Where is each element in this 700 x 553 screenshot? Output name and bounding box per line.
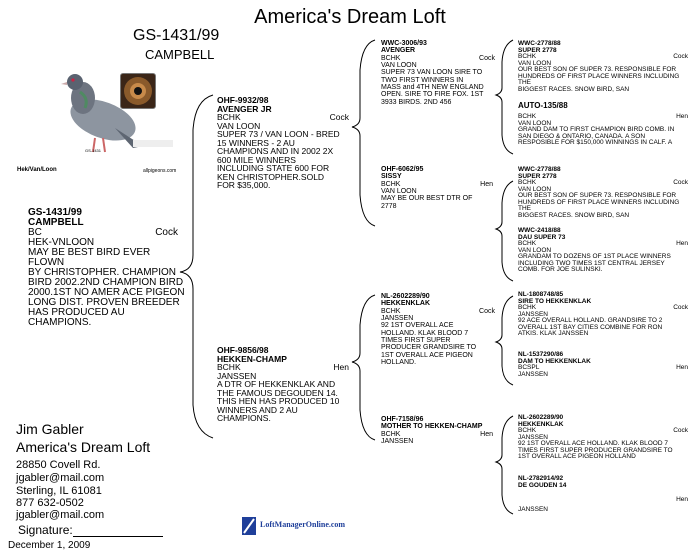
ddd-band: NL-2782914/92 [518, 475, 564, 482]
subject-line: LONG DIST. PROVEN BREEDER [28, 297, 180, 308]
signature-line [73, 525, 163, 537]
ss-bird [381, 40, 499, 106]
sire-line: INCLUDING STATE 600 FOR [217, 163, 330, 173]
dam-sex: Hen [333, 362, 349, 372]
dam-name: HEKKEN-CHAMP [217, 353, 287, 364]
ds-name: HEKKENKLAK [381, 300, 430, 308]
ssd-line: VAN LOON [518, 119, 552, 127]
loftmanager-logo [240, 513, 346, 539]
ssd-sex: Hen [676, 113, 688, 120]
ddd-name: DE GOUDEN 14 [518, 481, 567, 489]
page-title: America's Dream Loft [254, 6, 446, 28]
eye-image [120, 73, 156, 109]
sss-line: BIGGEST RACES. SNOW BIRD, SAN [518, 85, 630, 93]
sds-band: WWC-2778/88 [518, 166, 561, 173]
ss-line: 3933 BIRDS. 2ND 456 [381, 98, 452, 106]
ss-line: SUPER 73 VAN LOON SIRE TO [381, 69, 483, 77]
ds-line: PRODUCER GRANDSIRE TO [381, 344, 477, 352]
dds-line: 1ST OVERALL ACE PIGEON HOLLAND [518, 453, 636, 460]
dss-bird [518, 292, 692, 338]
ddd-sex: Hen [676, 496, 688, 503]
dsd-sex: Hen [676, 364, 688, 371]
dsd-line: JANSSEN [518, 370, 548, 378]
sd-band: OHF-6062/95 [381, 166, 424, 173]
dss-sex: Cock [673, 304, 688, 311]
sdd-band: WWC-2418/88 [518, 227, 561, 234]
sdd-sex: Hen [676, 240, 688, 247]
ss-line: OPEN. SIRE TO FIRE FOX. 1ST [381, 91, 484, 99]
sire-color: BCHK [217, 112, 241, 122]
ds-color: BCHK [381, 307, 401, 315]
subject-line: HEK-VNLOON [28, 237, 95, 248]
ds-band: NL-2602289/90 [381, 293, 430, 300]
dam-line: WINNERS AND 2 AU [217, 404, 298, 415]
sss-color: BCHK [518, 53, 537, 60]
sd-line: MAY BE OUR BEST DTR OF [381, 195, 473, 203]
sire-sex: Cock [329, 112, 349, 122]
sire-name: AVENGER JR [217, 103, 272, 114]
sd-sex: Hen [480, 180, 493, 188]
photo-tag: GS-1431 [85, 148, 102, 153]
subject-line: BIRD 2002.2ND CHAMPION BIRD [28, 277, 184, 288]
sdd-line: COMB. FOR JOE SULINSKI. [518, 266, 603, 273]
sss-line: THE [518, 79, 531, 86]
sire-line: SUPER 73 / VAN LOON - BRED [217, 129, 340, 139]
sss-name: SUPER 2778 [518, 46, 557, 54]
sds-line: THE [518, 205, 531, 212]
sdd-line: GRANDAM TO DOZENS OF 1ST PLACE WINNERS [518, 253, 671, 260]
sd-bird [381, 166, 499, 210]
dss-line: ATKIS. KLAK JANSSEN [518, 330, 589, 337]
sd-name: SISSY [381, 173, 402, 181]
subject-band: GS-1431/99 [28, 207, 82, 218]
ss-band: WWC-3006/93 [381, 40, 427, 47]
ss-sex: Cock [479, 54, 495, 62]
dds-bird [518, 415, 692, 461]
sds-sex: Cock [673, 179, 688, 186]
ds-sex: Cock [479, 307, 495, 315]
sss-line: HUNDREDS OF FIRST PLACE WINNERS INCLUDING [518, 72, 680, 80]
owner-phone: 877 632-0502 [16, 497, 84, 509]
sdd-line: INCLUDING TWO TIMES 1ST CENTRAL JERSEY [518, 259, 665, 267]
subject-line: 2000.1ST NO AMER ACE PIGEON [28, 287, 185, 298]
sss-band: WWC-2778/88 [518, 40, 561, 47]
dd-name: MOTHER TO HEKKEN-CHAMP [381, 423, 483, 431]
main-bird-name: CAMPBELL [145, 47, 215, 62]
print-date: December 1, 2009 [8, 540, 91, 551]
dds-line: JANSSEN [518, 433, 548, 441]
dss-line: JANSSEN [518, 310, 548, 318]
sds-line: HUNDREDS OF FIRST PLACE WINNERS INCLUDING [518, 198, 680, 206]
sdd-line: VAN LOON [518, 246, 552, 254]
ss-color: BCHK [381, 54, 401, 62]
ssd-line: SAN DIEGO & ONTARIO, CANADA. A SON [518, 132, 646, 140]
dd-band: OHF-7158/96 [381, 416, 424, 423]
dd-bird [381, 416, 499, 445]
photo-caption: Hek/Van/Loon [17, 167, 57, 173]
owner-email-2: jgabler@mail.com [16, 509, 105, 521]
dam-line: THE FAMOUS DEGOUDEN 14. [217, 387, 338, 398]
ds-line: JANSSEN [381, 315, 414, 323]
subject-line: BY CHRISTOPHER. CHAMPION [28, 267, 176, 278]
dss-line: OVERALL 1ST BAY CITIES COMBINE FOR RON [518, 323, 663, 331]
dss-color: BCHK [518, 304, 537, 311]
sire-line: CHAMPIONS AND IN 2002 2X [217, 146, 334, 156]
dss-name: SIRE TO HEKKENKLAK [518, 297, 592, 305]
ss-name: AVENGER [381, 47, 416, 55]
eye-icon [121, 74, 155, 108]
subject-line: MAY BE BEST BIRD EVER FLOWN [28, 247, 151, 268]
dds-sex: Cock [673, 427, 688, 434]
sss-line: VAN LOON [518, 59, 552, 67]
sd-line: 2778 [381, 202, 397, 210]
photo-site: allpigeons.com [143, 168, 177, 174]
dss-band: NL-1808748/85 [518, 291, 564, 298]
ds-line: 92 1ST OVERALL ACE [381, 322, 454, 330]
sss-line: OUR BEST SON OF SUPER 73. RESPONSIBLE FOR [518, 66, 677, 73]
owner-name: Jim Gabler [16, 421, 84, 437]
subject-color: BC [28, 227, 42, 238]
dsd-name: DAM TO HEKKENKLAK [518, 357, 591, 365]
dd-color: BCHK [381, 430, 401, 438]
dd-sex: Hen [480, 430, 493, 438]
dds-name: HEKKENKLAK [518, 420, 564, 428]
dsd-color: BCSPL [518, 364, 540, 371]
ddd-bird [518, 476, 692, 513]
owner-address: 28850 Covell Rd. [16, 459, 101, 471]
ds-line: HOLLAND. [381, 359, 417, 367]
sd-line: VAN LOON [381, 188, 417, 196]
dam-line: THIS HEN HAS PRODUCED 10 [217, 396, 340, 406]
sire-bird [217, 96, 355, 190]
logo-text: LoftManagerOnline.com [260, 520, 346, 529]
subject-bird [28, 208, 188, 328]
subject-sex: Cock [155, 227, 178, 238]
sds-line: OUR BEST SON OF SUPER 73. RESPONSIBLE FOR [518, 192, 677, 199]
dam-bird [217, 346, 355, 423]
ds-bird [381, 293, 499, 366]
sdd-name: DAU SUPER 73 [518, 233, 566, 241]
sire-line: KEN CHRISTOPHER.SOLD [217, 171, 325, 182]
ds-line: HOLLAND. KLAK BLOOD 7 [381, 329, 469, 337]
sds-line: VAN LOON [518, 185, 552, 193]
dds-line: TIMES FIRST SUPER PRODUCER GRANDSIRE TO [518, 446, 673, 454]
sds-color: BCHK [518, 179, 537, 186]
owner-city: Sterling, IL 61081 [16, 485, 102, 497]
sss-bird [518, 41, 692, 93]
sire-line: FOR $35,000. [217, 180, 271, 190]
signature-row [18, 523, 163, 537]
subject-line: HAS PRODUCED AU [28, 307, 125, 318]
sdd-bird [518, 228, 692, 274]
sd-color: BCHK [381, 180, 401, 188]
ssd-line: GRAND DAM TO FIRST CHAMPION BIRD COMB. IN [518, 126, 675, 133]
dam-band: OHF-9856/98 [217, 345, 269, 355]
sss-sex: Cock [673, 53, 688, 60]
dam-line: JANSSEN [217, 370, 257, 381]
dds-line: 92 1ST OVERALL ACE HOLLAND. KLAK BLOOD 7 [518, 440, 668, 447]
dds-band: NL-2602289/90 [518, 414, 564, 421]
sire-band: OHF-9932/98 [217, 95, 269, 105]
signature-label: Signature: [18, 523, 73, 537]
ssd-line: RESPOSIBLE FOR $150,000 WINNINGS IN CALF. A [518, 139, 673, 146]
dam-color: BCHK [217, 362, 241, 372]
sire-line: 600 MILE WINNERS [217, 154, 296, 165]
dds-color: BCHK [518, 427, 537, 434]
owner-email-1: jgabler@mail.com [16, 472, 105, 484]
sire-line: 15 WINNERS - 2 AU [217, 137, 295, 148]
main-band-number: GS-1431/99 [133, 27, 220, 44]
sire-line: VAN LOON [217, 120, 261, 131]
ss-line: VAN LOON [381, 62, 417, 70]
ss-line: TWO FIRST WINNERS IN [381, 76, 464, 84]
ss-line: MASS and 4TH NEW ENGLAND [381, 84, 484, 92]
dam-line: A DTR OF HEKKENKLAK AND [217, 379, 336, 389]
sds-line: BIGGEST RACES. SNOW BIRD, SAN [518, 211, 630, 219]
dsd-band: NL-1537290/86 [518, 351, 564, 358]
ssd-bird [518, 102, 692, 147]
ddd-line: JANSSEN [518, 505, 548, 513]
sdd-color: BCHK [518, 240, 537, 247]
dss-line: 92 ACE OVERALL HOLLAND. GRANDSIRE TO 2 [518, 317, 663, 324]
ds-line: TIMES FIRST SUPER [381, 337, 451, 345]
subject-line: CHAMPIONS. [28, 317, 92, 328]
ssd-band: AUTO-135/88 [518, 101, 568, 110]
dam-line: CHAMPIONS. [217, 413, 271, 423]
dsd-bird [518, 352, 692, 378]
dd-line: JANSSEN [381, 438, 414, 446]
owner-loft: America's Dream Loft [16, 439, 151, 455]
subject-name: CAMPBELL [28, 217, 84, 228]
sds-name: SUPER 2778 [518, 172, 557, 180]
ssd-color: BCHK [518, 113, 537, 120]
ds-line: 1ST OVERALL ACE PIGEON [381, 351, 473, 359]
sds-bird [518, 167, 692, 219]
